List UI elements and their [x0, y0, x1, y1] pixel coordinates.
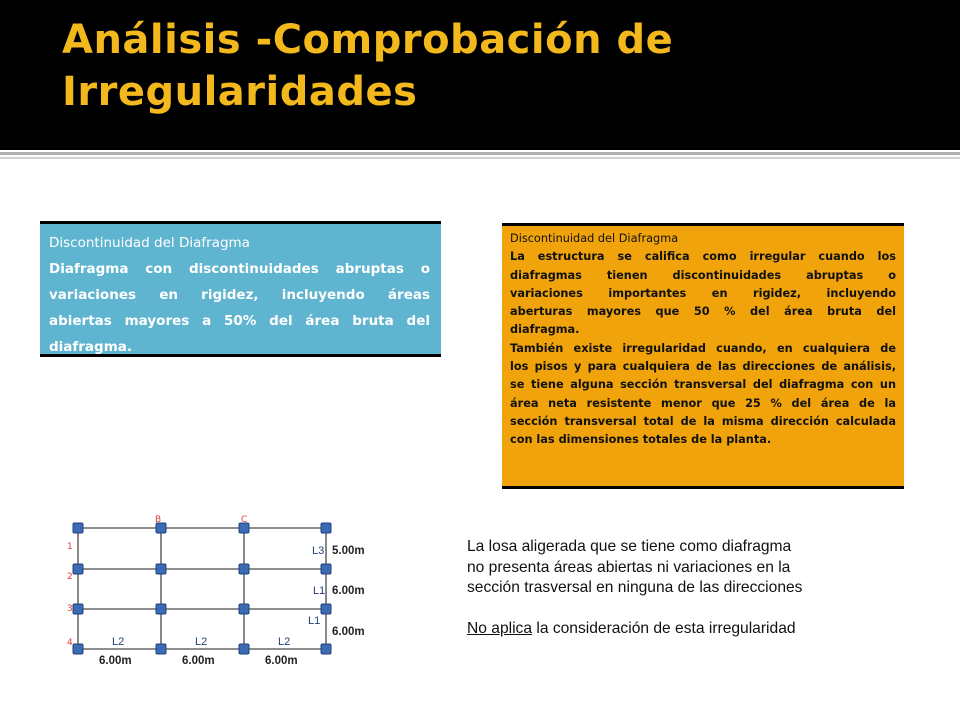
orange-box-line: los pisos y para cualquiera de las direcciones de análisis,: [510, 360, 896, 374]
orange-box-line: sección transversal total de la misma dirección calculada: [510, 414, 896, 428]
blue-box-heading: Discontinuidad del Diafragma: [49, 235, 250, 251]
orange-definition-box: [502, 223, 904, 489]
orange-box-line: También existe irregularidad cuando, en cualquiera de: [510, 341, 896, 355]
floor-plan-diagram: [62, 510, 365, 670]
orange-box-line: área neta resistente menor que 25 % del área de la: [510, 396, 896, 410]
blue-box-line: abiertas mayores a 50% del área bruta del: [49, 313, 430, 329]
dimension-right: 6.00m: [332, 585, 365, 597]
column-node: [321, 564, 331, 574]
note-line: La losa aligerada que se tiene como diafragma: [467, 538, 792, 555]
column-node: [73, 604, 83, 614]
axis-label-1: 1: [67, 542, 73, 552]
conclusion-note: [467, 537, 897, 639]
column-node: [321, 604, 331, 614]
orange-box-line: La estructura se califica como irregular cuando los: [510, 250, 896, 264]
slab-label-l2: L2: [112, 636, 125, 648]
orange-box-line: variaciones importantes en rigidez, incluyendo: [510, 286, 896, 300]
column-node: [73, 564, 83, 574]
conclusion-text: la consideración de esta irregularidad: [532, 619, 796, 637]
orange-box-line: aberturas mayores que 50 % del área bruta del: [510, 305, 896, 319]
axis-label-2: 2: [67, 572, 73, 582]
orange-box-heading: Discontinuidad del Diafragma: [510, 232, 679, 245]
slide-title-line-2: Irregularidades: [62, 69, 418, 115]
plan-beams: [78, 528, 326, 649]
slab-label-l1-lower: L1: [308, 615, 321, 627]
column-node: [321, 523, 331, 533]
column-node: [156, 604, 166, 614]
column-node: [156, 644, 166, 654]
slab-label-l1: L1: [313, 585, 326, 597]
dimension-bottom: 6.00m: [182, 655, 215, 667]
slab-label-l2: L2: [278, 636, 291, 648]
blue-definition-box: [40, 221, 441, 357]
slide-title: [62, 14, 942, 118]
note-conclusion: [467, 619, 897, 640]
orange-box-line: diafragmas tienen discontinuidades abruptas o: [510, 268, 896, 282]
blue-box-line: Diafragma con discontinuidades abruptas o: [49, 261, 430, 277]
orange-box-line: con las dimensiones totales de la planta.: [510, 433, 772, 447]
dimension-bottom: 6.00m: [265, 655, 298, 667]
slab-label-l3: L3: [312, 545, 325, 557]
note-line: no presenta áreas abiertas ni variaciones en la: [467, 558, 791, 576]
slab-label-l2: L2: [195, 636, 208, 648]
column-node: [73, 523, 83, 533]
slide-title-line-1: Análisis -Comprobación de: [62, 17, 674, 63]
blue-box-line: variaciones en rigidez, incluyendo áreas: [49, 287, 430, 303]
not-applicable-label: No aplica: [467, 619, 533, 637]
dimension-bottom: 6.00m: [99, 655, 132, 667]
orange-box-line: diafragma.: [510, 323, 580, 337]
dimension-right: 5.00m: [332, 545, 365, 557]
blue-box-line: diafragma.: [49, 339, 133, 355]
note-line: sección trasversal en ninguna de las direcciones: [467, 579, 803, 596]
note-spacer: [467, 599, 897, 619]
column-node: [321, 644, 331, 654]
axis-label-b: B: [155, 515, 162, 525]
column-node: [156, 564, 166, 574]
axis-label-c: C: [241, 515, 248, 525]
dimension-right: 6.00m: [332, 626, 365, 638]
divider-line-thin: [0, 157, 960, 159]
axis-label-3: 3: [67, 604, 73, 614]
column-node: [239, 644, 249, 654]
orange-box-line: se tiene alguna sección transversal del diafragma con un: [510, 378, 896, 392]
title-bar: [0, 0, 960, 150]
divider-line: [0, 152, 960, 155]
axis-label-4: 4: [67, 638, 73, 648]
column-nodes: [73, 523, 331, 654]
column-node: [73, 644, 83, 654]
column-node: [239, 564, 249, 574]
column-node: [239, 604, 249, 614]
